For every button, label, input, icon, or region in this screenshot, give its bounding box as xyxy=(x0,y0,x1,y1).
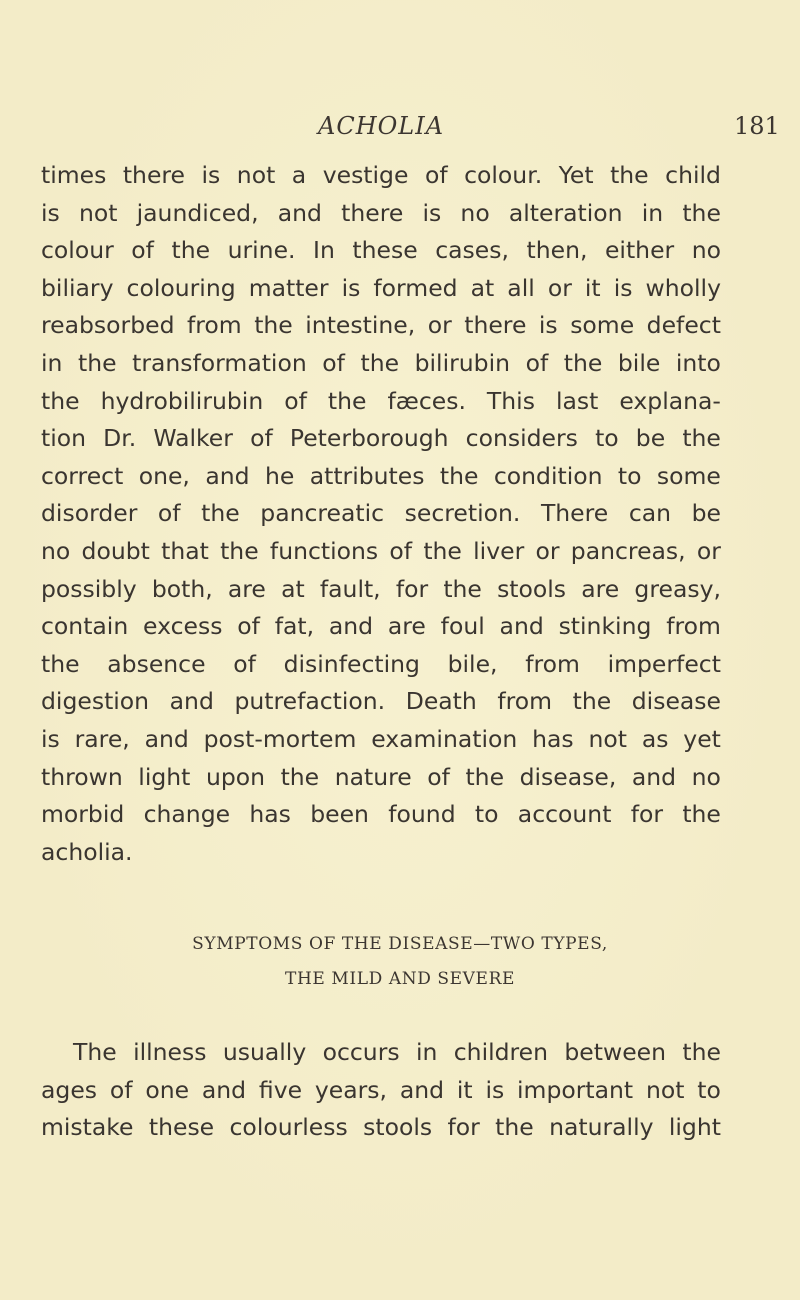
page-number: 181 xyxy=(734,112,780,140)
text-line: tion Dr. Walker of Peterborough considers to be the xyxy=(41,424,721,453)
running-head xyxy=(0,112,800,142)
section-heading-line-2: THE MILD AND SEVERE xyxy=(285,969,515,989)
text-line: reabsorbed from the intestine, or there is some defect xyxy=(41,311,721,340)
text-line: in the transformation of the bilirubin of the bile into xyxy=(41,348,721,377)
text-line: is rare, and post-mortem examination has not as yet xyxy=(41,724,721,753)
text-line: correct one, and he attributes the condition to some xyxy=(41,461,721,490)
text-line: disorder of the pancreatic secretion. There can be xyxy=(41,499,721,528)
text-line: times there is not a vestige of colour. Yet the child xyxy=(41,161,721,189)
paragraph-1 xyxy=(41,157,721,871)
text-line: acholia. xyxy=(41,837,133,866)
text-line: digestion and putrefaction. Death from the disease xyxy=(41,687,721,716)
paragraph-2 xyxy=(41,1034,721,1147)
section-heading-line-1: SYMPTOMS OF THE DISEASE—TWO TYPES, xyxy=(192,934,608,954)
text-line: biliary colouring matter is formed at all or it is wholly xyxy=(41,273,721,302)
text-line: mistake these colourless stools for the naturally light xyxy=(41,1113,721,1142)
text-line: colour of the urine. In these cases, then, either no xyxy=(41,236,721,265)
running-title: ACHOLIA xyxy=(318,112,445,140)
text-line: no doubt that the functions of the liver or pancreas, or xyxy=(41,536,721,565)
text-line: thrown light upon the nature of the disease, and no xyxy=(41,762,721,791)
text-line: the absence of disinfecting bile, from imperfect xyxy=(41,649,721,678)
text-line: ages of one and five years, and it is important not to xyxy=(41,1075,721,1104)
text-line: The illness usually occurs in children between the xyxy=(73,1038,721,1066)
text-line: is not jaundiced, and there is no alteration in the xyxy=(41,198,721,227)
text-line: morbid change has been found to account for the xyxy=(41,800,721,829)
text-line: contain excess of fat, and are foul and stinking from xyxy=(41,612,721,641)
text-line: possibly both, are at fault, for the stools are greasy, xyxy=(41,574,721,603)
text-line: the hydrobilirubin of the fæces. This last explana- xyxy=(41,386,721,415)
